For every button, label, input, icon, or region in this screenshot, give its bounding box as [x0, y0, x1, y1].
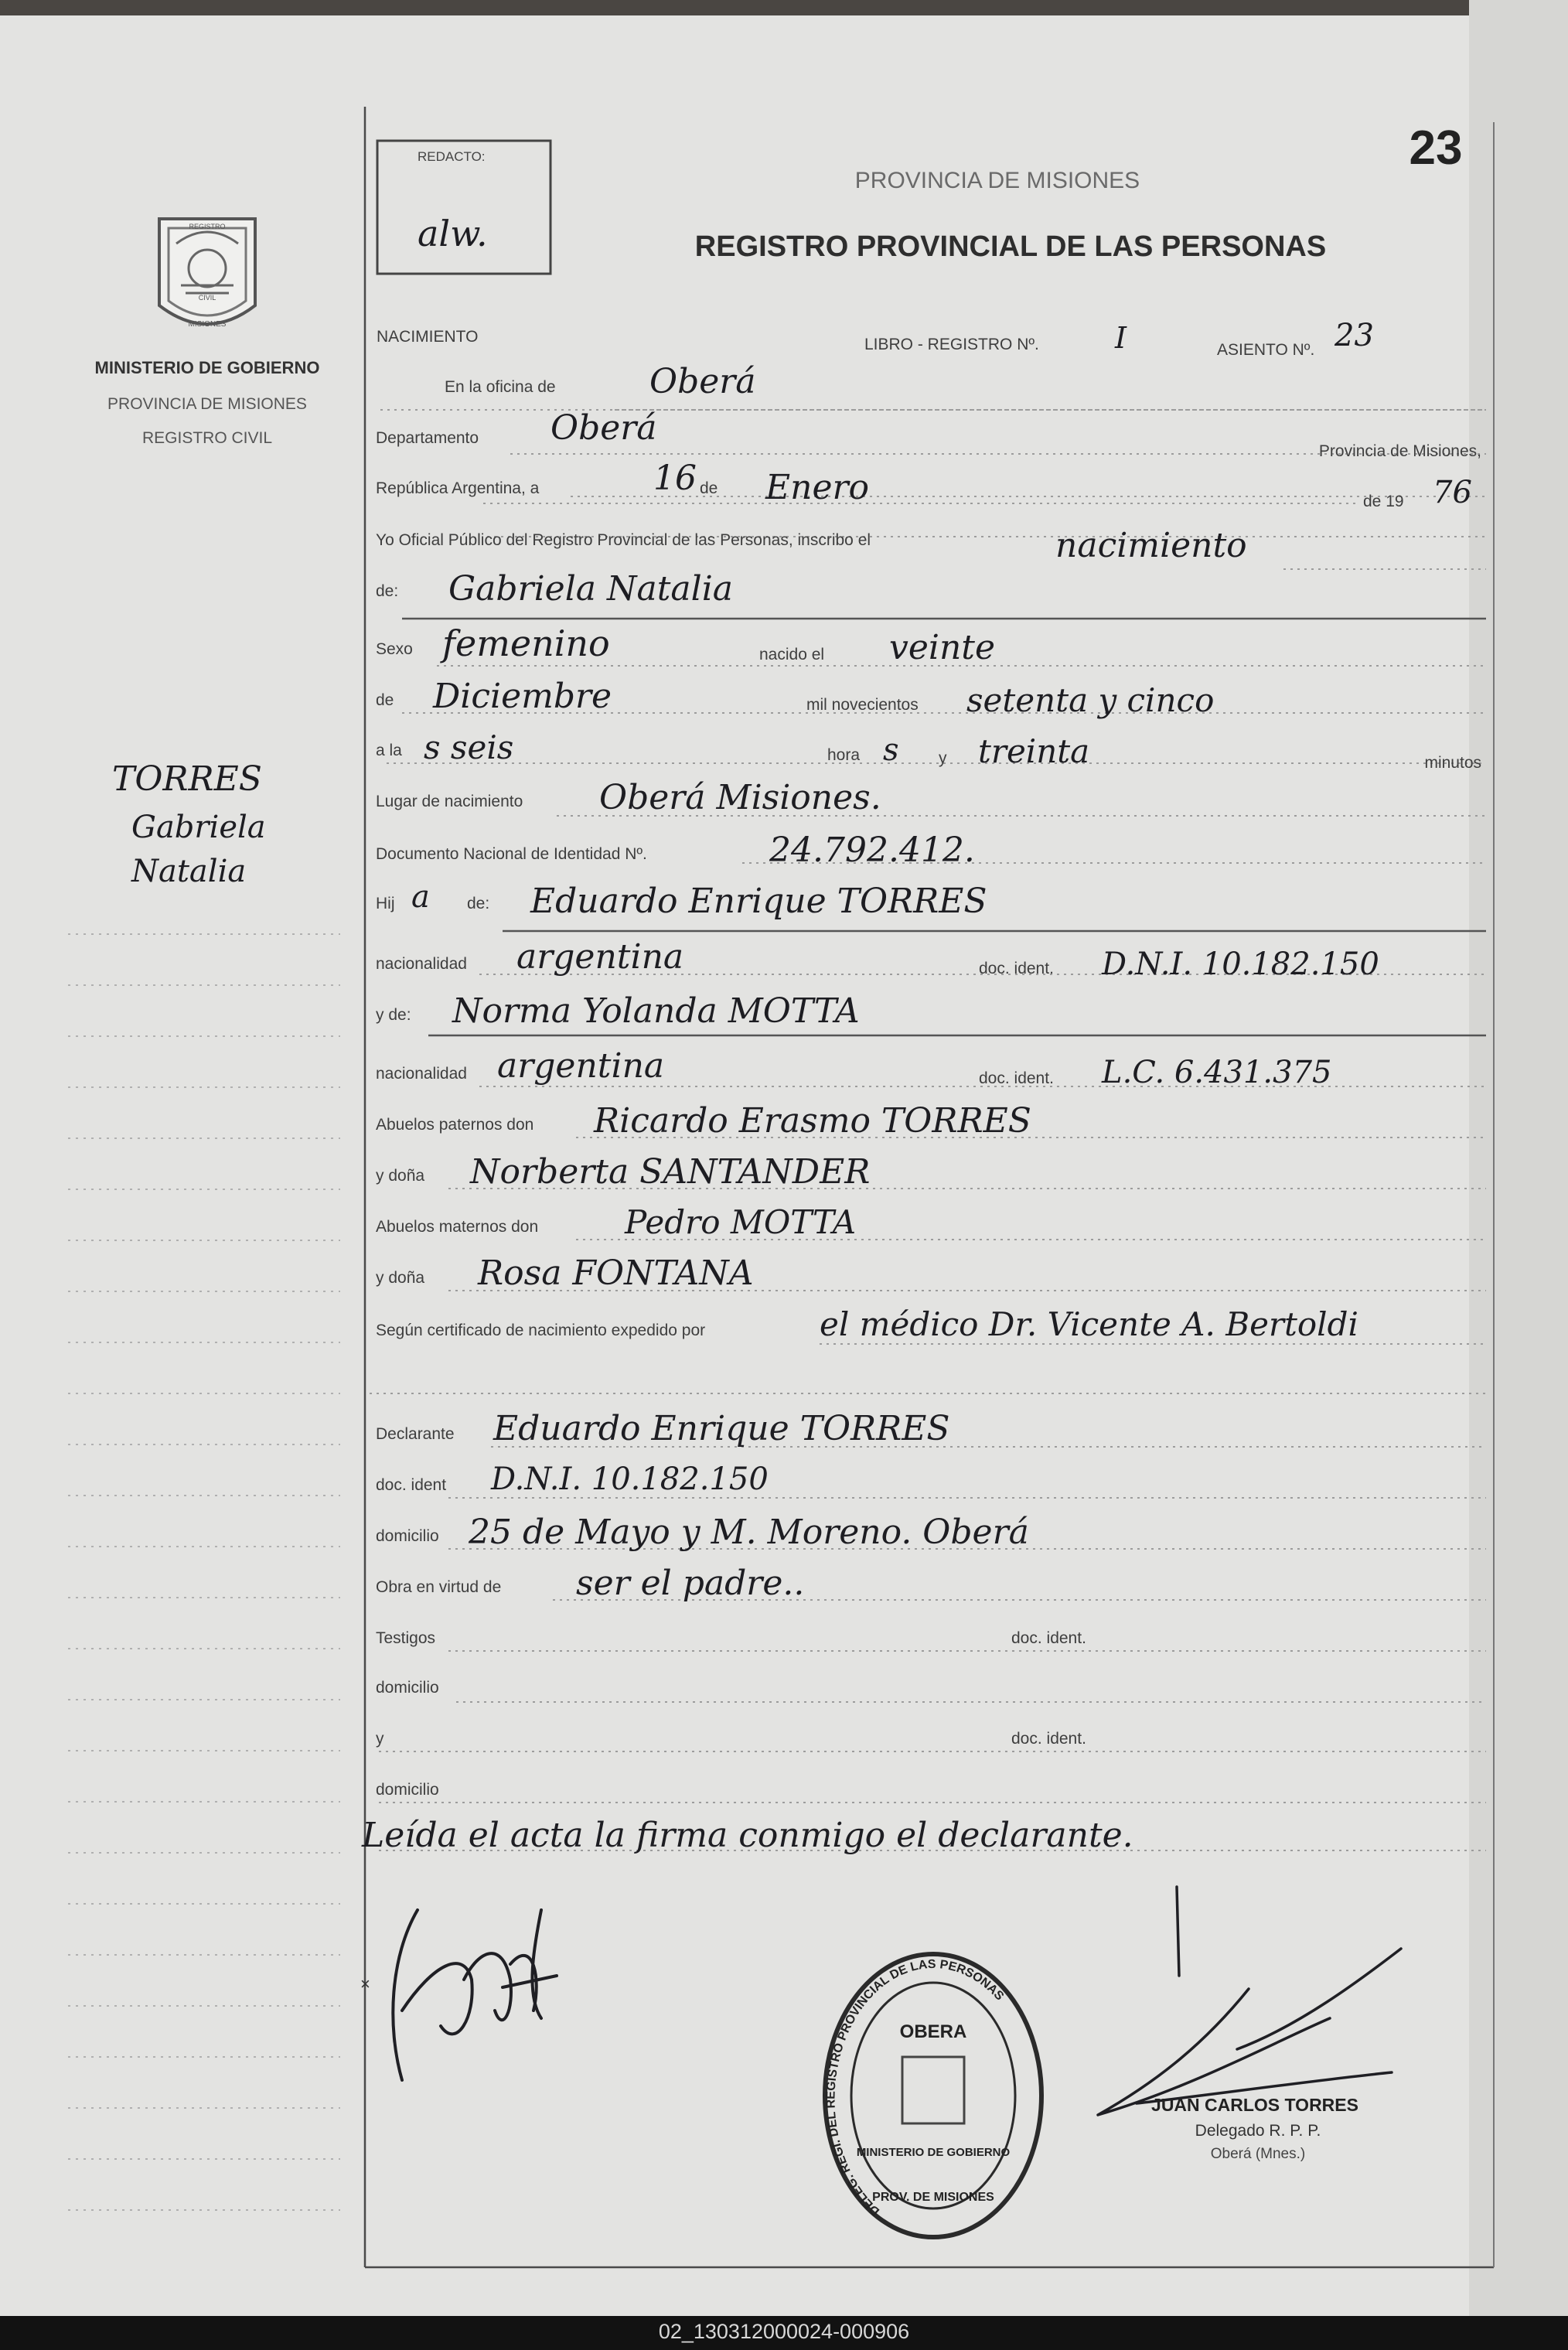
abuela-materna-label: y doña	[376, 1269, 425, 1287]
abuelos-paternos-label: Abuelos paternos don	[376, 1116, 534, 1134]
svg-text:×: ×	[360, 1974, 370, 1994]
right-margin-shade	[1469, 0, 1568, 2316]
y-de-label: y de:	[376, 1006, 411, 1024]
provincia-label: Provincia de Misiones,	[1318, 442, 1481, 460]
top-edge-shadow	[0, 0, 1568, 15]
nacionalidad-madre-value: argentina	[497, 1046, 665, 1086]
testigo2-doc-label: doc. ident.	[1011, 1730, 1086, 1748]
file-id-caption: 02_130312000024-000906	[658, 2320, 910, 2343]
dni-value: 24.792.412.	[769, 831, 975, 870]
page-number: 23	[1409, 121, 1463, 175]
minutos-value: treinta	[978, 732, 1090, 770]
asiento-label: ASIENTO Nº.	[1217, 341, 1315, 359]
departamento-label: Departamento	[376, 429, 479, 447]
redacto-initials: alw.	[418, 213, 488, 254]
obra-value: ser el padre..	[576, 1564, 805, 1603]
seal-text-top: REGISTRO	[189, 223, 226, 230]
yo-oficial-label: Yo Oficial Público del Registro Provincial de las Personas, inscribo el	[376, 531, 871, 549]
hora-value: s	[883, 732, 899, 768]
nacionalidad-madre-label: nacionalidad	[376, 1065, 467, 1083]
madre-value: Norma Yolanda MOTTA	[452, 991, 860, 1031]
stamp-inner-text: MINISTERIO DE GOBIERNO	[856, 2146, 1011, 2159]
margin-note-name2: Natalia	[131, 854, 247, 889]
ministry-province: PROVINCIA DE MISIONES	[107, 395, 307, 413]
abuela-paterna-label: y doña	[376, 1167, 425, 1185]
anio-label: de 19	[1363, 493, 1404, 510]
declarante-label: Declarante	[376, 1425, 455, 1443]
margin-note-name1: Gabriela	[131, 810, 266, 845]
stamp-city: OBERA	[899, 2021, 967, 2042]
lugar-value: Oberá Misiones.	[599, 778, 881, 817]
official-title: Delegado R. P. P.	[1195, 2122, 1321, 2140]
asiento-value: 23	[1335, 318, 1374, 353]
margin-note	[112, 759, 266, 889]
mil-novecientos-label: mil novecientos	[806, 696, 919, 714]
testigo2-domicilio-label: domicilio	[376, 1781, 439, 1799]
stamp-bottom-text: PROV. DE MISIONES	[872, 2191, 994, 2204]
testigos-label: Testigos	[376, 1629, 436, 1647]
testigo1-doc-label: doc. ident.	[1011, 1629, 1086, 1647]
dia-value: 16	[653, 459, 697, 498]
abuelo-paterno-value: Ricardo Erasmo TORRES	[594, 1101, 1031, 1141]
declarante-domicilio-value: 25 de Mayo y M. Moreno. Oberá	[469, 1513, 1029, 1552]
a-la-value: s seis	[424, 728, 514, 766]
abuela-materna-value: Rosa FONTANA	[478, 1253, 754, 1293]
seal-text-mid: CIVIL	[198, 294, 216, 302]
dni-label: Documento Nacional de Identidad Nº.	[376, 845, 647, 863]
hora-y-label: y	[939, 749, 947, 767]
oficina-value: Oberá	[649, 362, 756, 401]
abuelo-materno-value: Pedro MOTTA	[625, 1203, 857, 1241]
sexo-value: femenino	[442, 622, 610, 664]
lugar-label: Lugar de nacimiento	[376, 793, 523, 810]
a-la-label: a la	[376, 742, 402, 759]
mes-de-label: de	[376, 691, 394, 709]
nacionalidad-padre-label: nacionalidad	[376, 955, 467, 973]
libro-label: LIBRO - REGISTRO Nº.	[864, 336, 1039, 353]
declarante-doc-label: doc. ident	[376, 1476, 447, 1494]
abuela-paterna-value: Norberta SANTANDER	[470, 1152, 871, 1192]
hij-value: a	[411, 879, 430, 915]
departamento-value: Oberá	[551, 408, 657, 448]
minutos-label: minutos	[1424, 754, 1481, 772]
testigo2-y-label: y	[376, 1730, 384, 1748]
nacimiento-label: NACIMIENTO	[377, 328, 479, 346]
hora-label: hora	[827, 746, 861, 764]
inscribo-value: nacimiento	[1055, 526, 1247, 565]
doc-madre-value: L.C. 6.431.375	[1102, 1055, 1332, 1090]
hij-label: Hij	[376, 895, 395, 912]
ministry-name: MINISTERIO DE GOBIERNO	[94, 358, 320, 377]
nacido-label: nacido el	[759, 646, 825, 663]
certificado-value: el médico Dr. Vicente A. Bertoldi	[820, 1305, 1358, 1343]
abuelos-maternos-label: Abuelos maternos don	[376, 1218, 539, 1236]
anio-value: 76	[1433, 475, 1472, 510]
de-persona-label: de:	[376, 582, 399, 600]
doc-padre-value: D.N.I. 10.182.150	[1102, 946, 1379, 982]
stamp-outer-text: DELEG. REGI. DEL REGISTRO PROVINCIAL DE LAS PERSONAS	[824, 1957, 1007, 2218]
oficina-label: En la oficina de	[445, 378, 556, 396]
ministry-registry: REGISTRO CIVIL	[141, 429, 273, 447]
obra-label: Obra en virtud de	[376, 1578, 502, 1596]
anio-nacimiento-value: setenta y cinco	[966, 681, 1215, 719]
certificado-label: Según certificado de nacimiento expedido por	[376, 1322, 706, 1339]
nacido-value: veinte	[889, 628, 996, 667]
declarante-value: Eduardo Enrique TORRES	[493, 1409, 950, 1448]
closing-statement: Leída el acta la firma conmigo el declarante.	[362, 1816, 1133, 1855]
republica-label: República Argentina, a	[376, 479, 540, 497]
nombre-value: Gabriela Natalia	[448, 569, 734, 609]
redacto-label: REDACTO:	[418, 149, 486, 164]
seal-text-bottom: MISIONES	[188, 320, 227, 329]
mes-value: Enero	[765, 468, 870, 507]
margin-note-surname: TORRES	[112, 759, 262, 799]
registry-heading: REGISTRO PROVINCIAL DE LAS PERSONAS	[694, 230, 1327, 263]
declarante-domicilio-label: domicilio	[376, 1527, 439, 1545]
official-place: Oberá (Mnes.)	[1210, 2146, 1306, 2162]
declarante-doc-value: D.N.I. 10.182.150	[491, 1462, 769, 1497]
coat-of-arms-icon	[159, 219, 255, 324]
doc-ident-padre-label: doc. ident.	[979, 960, 1054, 977]
dia-de-label: de	[700, 479, 718, 497]
hij-de-label: de:	[467, 895, 490, 912]
doc-ident-madre-label: doc. ident.	[979, 1069, 1054, 1087]
padre-value: Eduardo Enrique TORRES	[530, 882, 987, 921]
province-heading: PROVINCIA DE MISIONES	[854, 168, 1140, 193]
libro-value: I	[1115, 321, 1127, 355]
testigo1-domicilio-label: domicilio	[376, 1679, 439, 1697]
sexo-label: Sexo	[376, 640, 413, 658]
nacionalidad-padre-value: argentina	[516, 937, 684, 977]
mes-nacimiento-value: Diciembre	[433, 677, 612, 716]
official-name: JUAN CARLOS TORRES	[1151, 2095, 1358, 2115]
